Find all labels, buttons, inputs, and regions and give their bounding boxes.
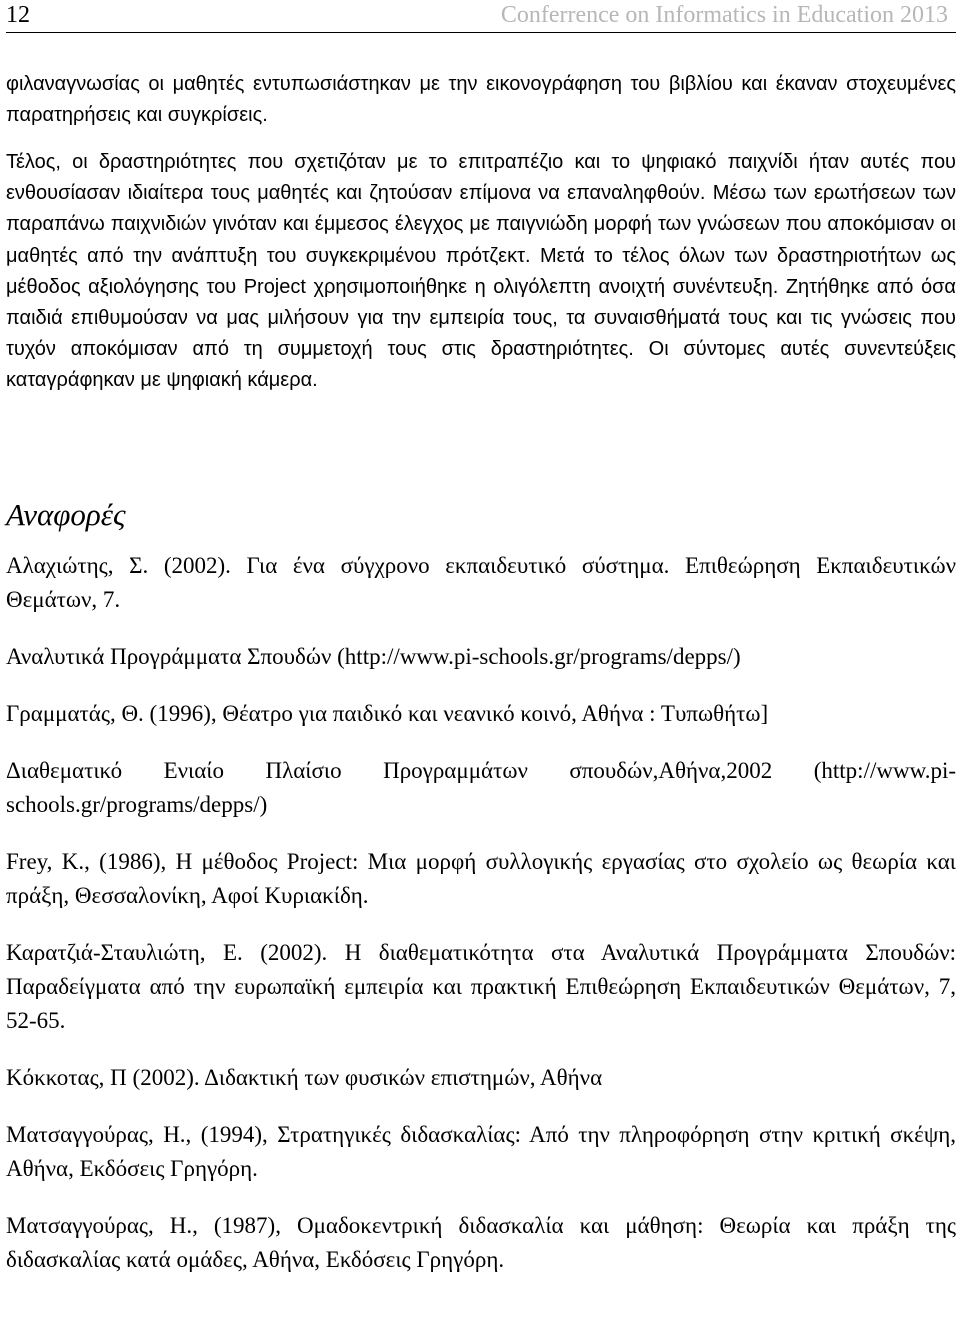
body-paragraph: φιλαναγνωσίας οι μαθητές εντυπωσιάστηκαν με την εικονογράφηση του βιβλίου και έκαναν στοχευμένες παρατηρήσεις και συγκρίσεις.	[6, 73, 956, 127]
reference-item: Διαθεματικό Ενιαίο Πλαίσιο Προγραμμάτων σπουδών,Αθήνα,2002 (http://www.pi-schools.gr/programs/depps/)	[6, 758, 956, 817]
reference-item: Ματσαγγούρας, Η., (1994), Στρατηγικές διδασκαλίας: Από την πληροφόρηση στην κριτική σκέψη, Αθήνα, Εκδόσεις Γρηγόρη.	[6, 1122, 956, 1181]
running-title: Conferrence on Informatics in Education 2013	[500, 2, 948, 28]
reference-item: Γραμματάς, Θ. (1996), Θέατρο για παιδικό και νεανικό κοινό, Αθήνα : Τυπωθήτω]	[6, 701, 769, 726]
document-page	[6, 0, 956, 1331]
reference-item: Αλαχιώτης, Σ. (2002). Για ένα σύγχρονο εκπαιδευτικό σύστημα. Επιθεώρηση Εκπαιδευτικών Θεμάτων, 7.	[6, 553, 956, 612]
reference-item: Frey, K., (1986), Η μέθοδος Project: Μια μορφή συλλογικής εργασίας στο σχολείο ως θεωρία και πράξη, Θεσσαλονίκη, Αφοί Κυριακίδη.	[6, 849, 956, 908]
body-paragraph: Τέλος, οι δραστηριότητες που σχετιζόταν με το επιτραπέζιο και το ψηφιακό παιχνίδι ήταν αυτές που ενθουσίασαν ιδιαίτερα τους μαθητές και ζητούσαν επίμονα να επαναληφθούν. Μέσω των ερωτήσεων των παραπάνω παιχνιδιών γινόταν και έμμεσος έλεγχος με παιγνιώδη μορφή των γνώσεων που αποκόμισαν οι μαθητές από την ανάπτυξη του συγκεκριμένου πρότζεκτ. Μετά το τέλος όλων των δραστηριοτήτων ως μέθοδος αξιολόγησης του Project χρησιμοποιήθηκε η ολιγόλεπτη ανοιχτή συνέντευξη. Ζητήθηκε από όσα παιδιά επιθυμούσαν να μας μιλήσουν για την εμπειρία τους, τα συναισθήματά τους και τις γνώσεις που τυχόν αποκόμισαν από τη συμμετοχή τους στις δραστηριότητες. Οι σύντομες αυτές συνεντεύξεις καταγράφηκαν με ψηφιακή κάμερα.	[6, 151, 956, 392]
references-list	[6, 549, 956, 1277]
reference-item: Αναλυτικά Προγράμματα Σπουδών (http://www.pi-schools.gr/programs/depps/)	[6, 644, 741, 669]
references-heading: Αναφορές	[6, 497, 126, 532]
reference-item: Κόκκοτας, Π (2002). Διδακτική των φυσικών επιστημών, Αθήνα	[6, 1065, 603, 1090]
page-number: 12	[6, 2, 30, 28]
page-header	[6, 0, 956, 33]
reference-item: Καρατζιά-Σταυλιώτη, Ε. (2002). Η διαθεματικότητα στα Αναλυτικά Προγράμματα Σπουδών: Παραδείγματα από την ευρωπαϊκή εμπειρία και πρακτική Επιθεώρηση Εκπαιδευτικών Θεμάτων, 7, 52-65.	[6, 940, 956, 1033]
reference-item: Ματσαγγούρας, Η., (1987), Ομαδοκεντρική διδασκαλία και μάθηση: Θεωρία και πράξη της διδασκαλίας κατά ομάδες, Αθήνα, Εκδόσεις Γρηγόρη.	[6, 1213, 956, 1272]
